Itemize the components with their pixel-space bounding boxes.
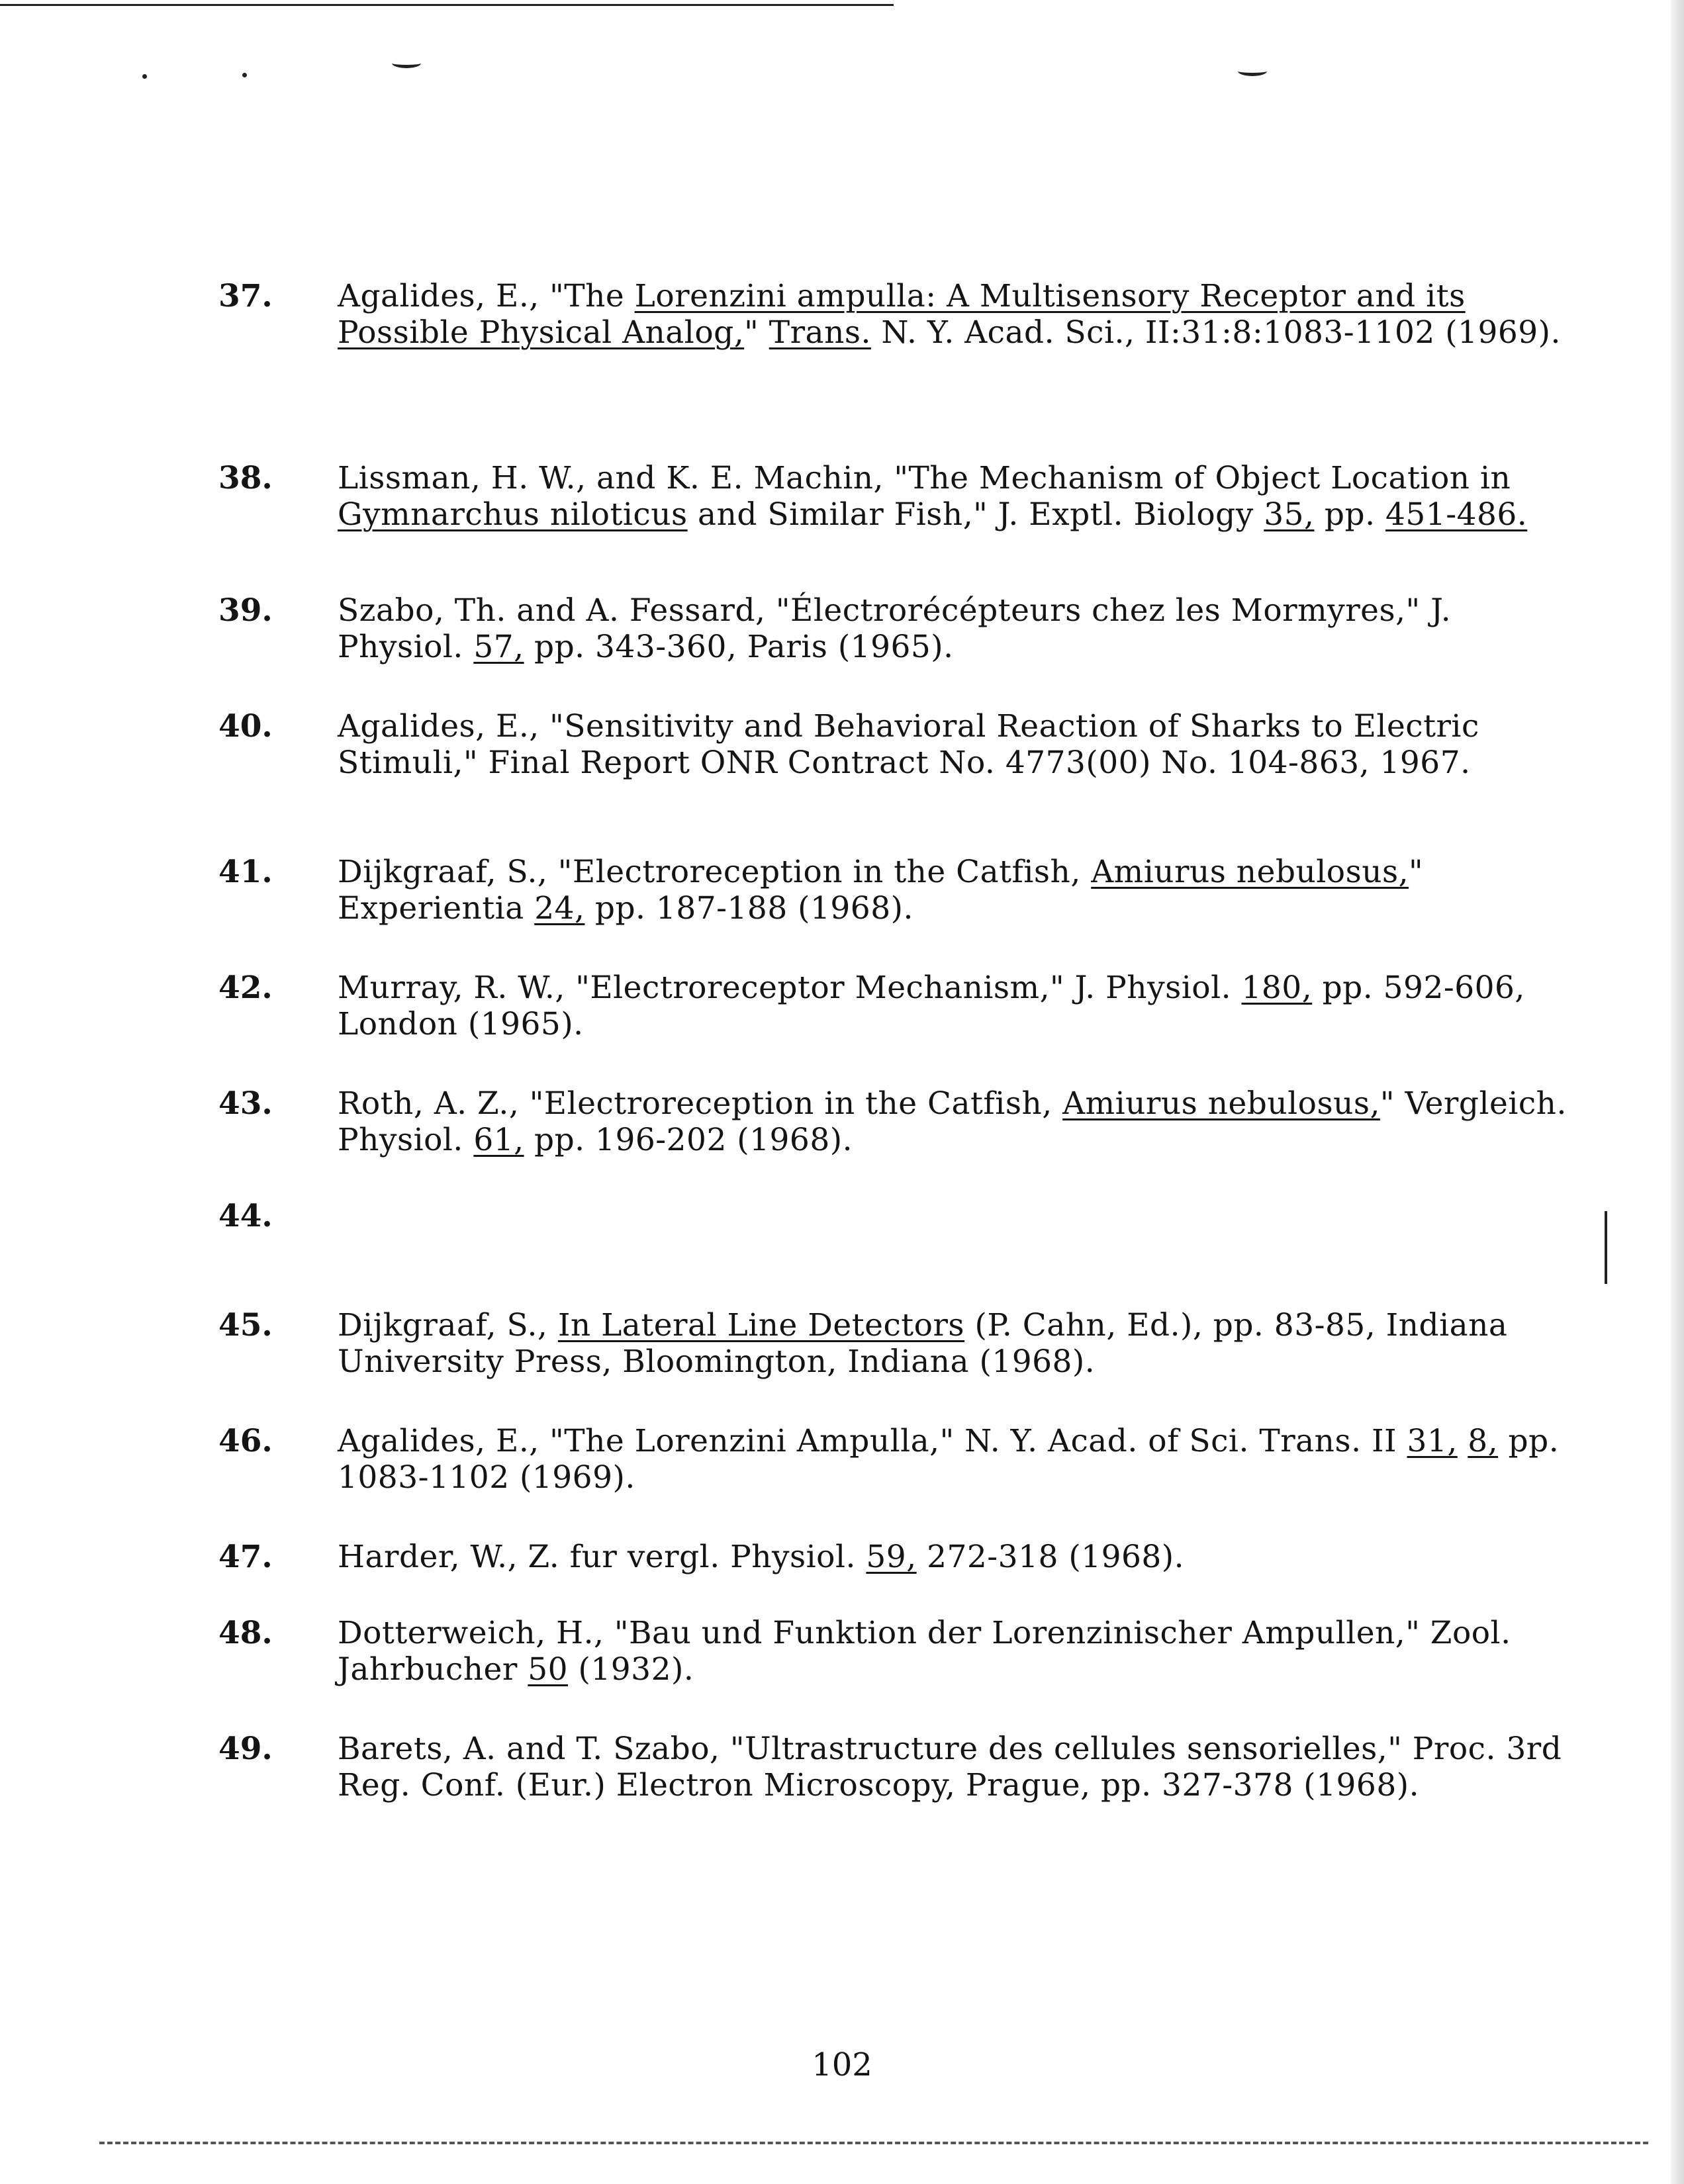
reference-number: 45. bbox=[218, 1307, 273, 1343]
reference-text-part: pp. 1083-1102 (1969). bbox=[338, 1423, 1560, 1496]
reference-text-part: Barets, A. and T. Szabo, "Ultrastructure des cellules sensorielles," Proc. 3rd Reg. Conf. (Eur.) Electron Microscopy, Prague, pp. 327-378 (1968). bbox=[338, 1731, 1562, 1803]
underlined-text: Lorenzini ampulla: A Multisensory Receptor and its Possible Physical Analog, bbox=[338, 278, 1466, 351]
scan-dot-left-2 bbox=[242, 73, 247, 77]
reference-text-part: pp. bbox=[1314, 496, 1385, 533]
scan-dot-left-1 bbox=[142, 74, 147, 79]
reference-number: 43. bbox=[218, 1085, 273, 1122]
reference-item bbox=[218, 1198, 1569, 1234]
underlined-text: In Lateral Line Detectors bbox=[557, 1307, 965, 1343]
reference-text bbox=[338, 1615, 1569, 1688]
reference-item bbox=[218, 1731, 1569, 1803]
reference-text-part: pp. 187-188 (1968). bbox=[585, 890, 913, 927]
reference-text-part: Dijkgraaf, S., bbox=[338, 1307, 558, 1343]
reference-number: 41. bbox=[218, 854, 273, 890]
reference-number: 46. bbox=[218, 1423, 273, 1459]
reference-text-part: (P. Cahn, Ed.), pp. 83-85, Indiana University Press, Bloomington, Indiana (1968). bbox=[338, 1307, 1508, 1380]
reference-text-part: pp. 592-606, London (1965). bbox=[338, 970, 1525, 1042]
reference-item bbox=[218, 1615, 1569, 1688]
reference-text bbox=[338, 460, 1569, 533]
reference-number: 47. bbox=[218, 1539, 273, 1575]
scan-margin-bar bbox=[1605, 1211, 1607, 1284]
reference-text-part: Agalides, E., "The Lorenzini Ampulla," N. Y. Acad. of Sci. Trans. II bbox=[338, 1423, 1407, 1459]
reference-text bbox=[338, 592, 1569, 665]
reference-number: 37. bbox=[218, 278, 273, 314]
reference-item bbox=[218, 970, 1569, 1042]
reference-number: 39. bbox=[218, 592, 273, 629]
underlined-text: 61, bbox=[473, 1122, 524, 1158]
underlined-text: Amiurus nebulosus, bbox=[1091, 854, 1409, 890]
reference-text-part: Agalides, E., "The bbox=[338, 278, 635, 314]
underlined-text: Gymnarchus niloticus bbox=[338, 496, 688, 533]
reference-text-part: Lissman, H. W., and K. E. Machin, "The Mechanism of Object Location in bbox=[338, 460, 1511, 496]
reference-text-part: Dotterweich, H., "Bau und Funktion der Lorenzinischer Ampullen," Zool. Jahrbucher bbox=[338, 1615, 1511, 1688]
reference-item bbox=[218, 1539, 1569, 1575]
bottom-scan-edge bbox=[99, 2142, 1648, 2144]
reference-number: 40. bbox=[218, 708, 273, 745]
scan-mark-top-right bbox=[1238, 66, 1267, 76]
reference-item bbox=[218, 1423, 1569, 1496]
reference-number: 38. bbox=[218, 460, 273, 496]
page-number: 102 bbox=[812, 2046, 872, 2083]
reference-text-part: " bbox=[744, 314, 769, 351]
reference-number: 49. bbox=[218, 1731, 273, 1767]
reference-item bbox=[218, 708, 1569, 781]
reference-text bbox=[338, 1731, 1569, 1803]
reference-text-part: " Vergleich. Physiol. bbox=[338, 1085, 1567, 1158]
top-scan-edge bbox=[0, 4, 894, 6]
reference-text-part bbox=[1458, 1423, 1468, 1459]
reference-item bbox=[218, 1085, 1569, 1158]
reference-item bbox=[218, 278, 1569, 351]
underlined-text: 24, bbox=[534, 890, 585, 927]
reference-text bbox=[338, 708, 1569, 781]
reference-text-part: 272-318 (1968). bbox=[916, 1539, 1185, 1575]
reference-text bbox=[338, 1307, 1569, 1380]
underlined-text: 31, bbox=[1407, 1423, 1458, 1459]
underlined-text: 8, bbox=[1468, 1423, 1499, 1459]
reference-text-part: Harder, W., Z. fur vergl. Physiol. bbox=[338, 1539, 866, 1575]
underlined-text: 180, bbox=[1241, 970, 1313, 1006]
reference-text-part: Dijkgraaf, S., "Electroreception in the Catfish, bbox=[338, 854, 1092, 890]
reference-text-part: " Experientia bbox=[338, 854, 1424, 927]
reference-text bbox=[338, 1085, 1569, 1158]
reference-text-part: Agalides, E., "Sensitivity and Behavioral Reaction of Sharks to Electric Stimuli," Final Report ONR Contract No. 4773(00) No. 104-863, 1967. bbox=[338, 708, 1479, 781]
underlined-text: 35, bbox=[1264, 496, 1315, 533]
underlined-text: 451-486. bbox=[1385, 496, 1528, 533]
reference-text-part: pp. 196-202 (1968). bbox=[524, 1122, 853, 1158]
underlined-text: Amiurus nebulosus, bbox=[1062, 1085, 1380, 1122]
reference-text-part: (1932). bbox=[568, 1651, 694, 1688]
underlined-text: 50 bbox=[528, 1651, 569, 1688]
reference-text-part: pp. 343-360, Paris (1965). bbox=[524, 629, 954, 665]
reference-text-part: Murray, R. W., "Electroreceptor Mechanism," J. Physiol. bbox=[338, 970, 1242, 1006]
right-scan-edge bbox=[1671, 0, 1684, 2184]
reference-number: 44. bbox=[218, 1198, 273, 1234]
reference-text bbox=[338, 1423, 1569, 1496]
reference-item bbox=[218, 854, 1569, 927]
reference-text-part: N. Y. Acad. Sci., II:31:8:1083-1102 (1969). bbox=[870, 314, 1561, 351]
reference-text bbox=[338, 278, 1569, 351]
reference-item bbox=[218, 460, 1569, 533]
underlined-text: 57, bbox=[473, 629, 524, 665]
reference-text bbox=[338, 970, 1569, 1042]
reference-item bbox=[218, 1307, 1569, 1380]
reference-text-part: Szabo, Th. and A. Fessard, "Électrorécépteurs chez les Mormyres," J. Physiol. bbox=[338, 592, 1452, 665]
reference-number: 48. bbox=[218, 1615, 273, 1651]
reference-text-part: and Similar Fish," J. Exptl. Biology bbox=[687, 496, 1264, 533]
reference-number: 42. bbox=[218, 970, 273, 1006]
underlined-text: Trans. bbox=[769, 314, 871, 351]
reference-text-part: Roth, A. Z., "Electroreception in the Catfish, bbox=[338, 1085, 1063, 1122]
scan-mark-top-left bbox=[392, 58, 421, 68]
reference-text bbox=[338, 854, 1569, 927]
underlined-text: 59, bbox=[866, 1539, 917, 1575]
reference-text bbox=[338, 1539, 1569, 1575]
reference-item bbox=[218, 592, 1569, 665]
